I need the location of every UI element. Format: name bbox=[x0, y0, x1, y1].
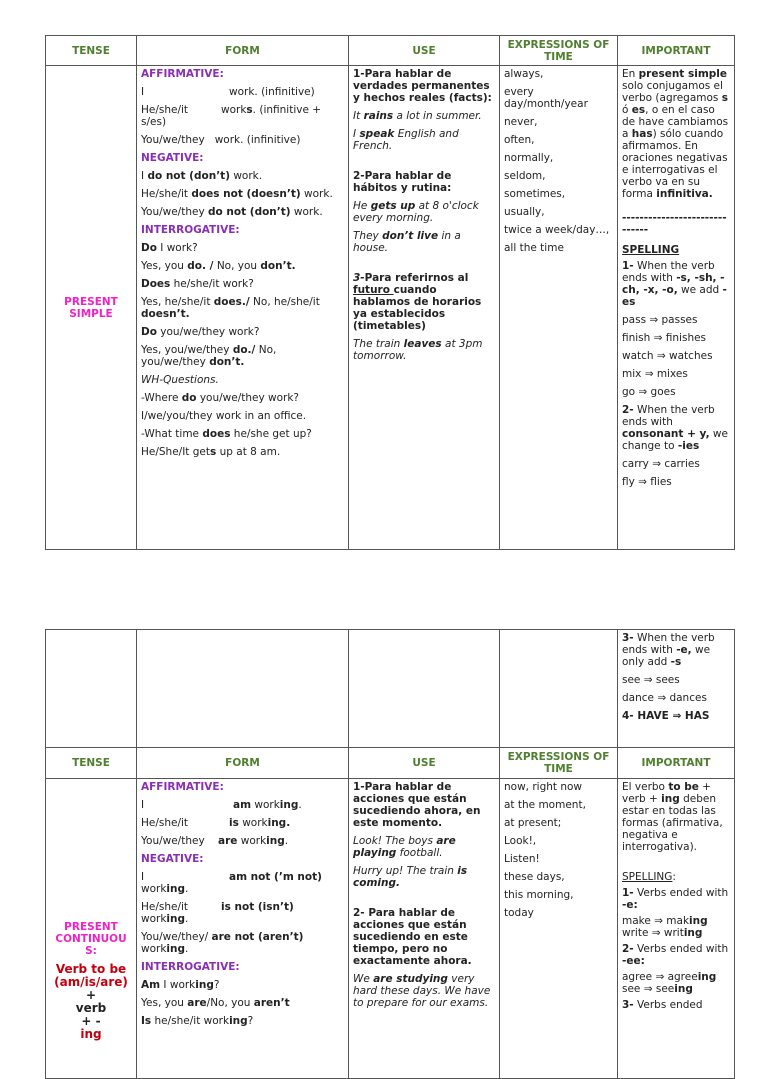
expression-item: at present; bbox=[504, 817, 562, 829]
expression-item: this morning, bbox=[504, 889, 574, 901]
wh-line-2: I/we/you/they work in an office. bbox=[141, 410, 307, 422]
neg-line-1: I do not (don’t) work. bbox=[141, 170, 263, 182]
header-important: IMPORTANT bbox=[618, 36, 735, 66]
expression-item: often, bbox=[504, 134, 535, 146]
int-line-3: Does he/she/it work? bbox=[141, 278, 254, 290]
header-form: FORM bbox=[137, 748, 349, 779]
header-expressions: EXPRESSIONS OF TIME bbox=[500, 748, 618, 779]
negative-label: NEGATIVE: bbox=[141, 853, 204, 865]
use-1-title: 1-Para hablar de acciones que están sucediendo ahora, en este momento. bbox=[353, 781, 481, 829]
present-simple-table bbox=[45, 35, 735, 550]
neg-line-3: You/we/they do not (don’t) work. bbox=[141, 206, 323, 218]
expression-item: normally, bbox=[504, 152, 554, 164]
use-3-title: 3-Para referirnos al futuro cuando hablamos de horarios ya establecidos (timetables) bbox=[353, 272, 482, 332]
spelling-example: make ⇒ making bbox=[622, 915, 708, 927]
empty-cell bbox=[46, 630, 137, 748]
spelling-rule-2: 2- When the verb ends with consonant + y, we change to -ies bbox=[622, 404, 728, 452]
formula-line-2: (am/is/are) bbox=[54, 975, 128, 989]
header-expressions: EXPRESSIONS OF TIME bbox=[500, 36, 618, 66]
use-1-example-1: It rains a lot in summer. bbox=[353, 110, 482, 122]
use-2-title: 2- Para hablar de acciones que están sucediendo en este tiempo, pero no exactamente ahora. bbox=[353, 907, 472, 967]
expression-item: usually, bbox=[504, 206, 545, 218]
formula-line-3: + verb + - bbox=[75, 988, 107, 1028]
spelling-rule-2: 2- Verbs ended with -ee: bbox=[622, 943, 729, 967]
important-note: El verbo to be + verb + ing deben estar en todas las formas (afirmativa, negativa e interrogativa). bbox=[622, 781, 723, 853]
spelling-rule-3: 3- When the verb ends with -e, we only add -s bbox=[622, 632, 715, 668]
spelling-example: pass ⇒ passes bbox=[622, 314, 698, 326]
empty-cell bbox=[500, 630, 618, 748]
header-tense: TENSE bbox=[46, 36, 137, 66]
int-line-2: Yes, you do. / No, you don’t. bbox=[141, 260, 296, 272]
expression-item: Listen! bbox=[504, 853, 540, 865]
expression-item: always, bbox=[504, 68, 544, 80]
tense-present-simple: PRESENT SIMPLE bbox=[46, 66, 137, 550]
spelling-rule-1: 1- Verbs ended with -e: bbox=[622, 887, 729, 911]
aff-line-2: He/she/it works. (infinitive + s/es) bbox=[141, 104, 322, 128]
aff-line-3: You/we/they work. (infinitive) bbox=[141, 134, 301, 146]
int-line-2: Yes, you are/No, you aren’t bbox=[141, 997, 290, 1009]
expression-item: today bbox=[504, 907, 534, 919]
negative-label: NEGATIVE: bbox=[141, 152, 204, 164]
header-row bbox=[46, 36, 735, 66]
expression-item: sometimes, bbox=[504, 188, 566, 200]
int-line-1: Do I work? bbox=[141, 242, 198, 254]
formula-line-1: Verb to be bbox=[55, 962, 127, 976]
expressions-cell bbox=[500, 779, 618, 1079]
use-2-example: We are studying very hard these days. We have to prepare for our exams. bbox=[353, 973, 491, 1009]
empty-cell bbox=[349, 630, 500, 748]
spelling-example: dance ⇒ dances bbox=[622, 692, 707, 704]
form-cell bbox=[137, 779, 349, 1079]
header-form: FORM bbox=[137, 36, 349, 66]
use-1-example-2: Hurry up! The train is coming. bbox=[353, 865, 468, 889]
spelling-example: agree ⇒ agreeing bbox=[622, 971, 717, 983]
wh-questions-label: WH-Questions. bbox=[141, 374, 219, 386]
spelling-example: mix ⇒ mixes bbox=[622, 368, 688, 380]
expression-item: now, right now bbox=[504, 781, 583, 793]
present-continuous-table bbox=[45, 629, 735, 1079]
int-line-6: Yes, you/we/they do./ No, you/we/they don’t. bbox=[141, 344, 277, 368]
expression-item: all the time bbox=[504, 242, 564, 254]
use-2-example-1: He gets up at 8 o'clock every morning. bbox=[353, 200, 479, 224]
spelling-rule-1: 1- When the verb ends with -s, -sh, -ch, -x, -o, we add -es bbox=[622, 260, 727, 308]
continuation-row bbox=[46, 630, 735, 748]
important-continuation-cell bbox=[618, 630, 735, 748]
divider-dashes: ------------------------------ bbox=[622, 212, 727, 236]
aff-line-1: I work. (infinitive) bbox=[141, 86, 315, 98]
header-row bbox=[46, 748, 735, 779]
wh-line-4: He/She/It gets up at 8 am. bbox=[141, 446, 281, 458]
spelling-example: write ⇒ writing bbox=[622, 927, 703, 939]
expression-item: seldom, bbox=[504, 170, 546, 182]
present-simple-row bbox=[46, 66, 735, 550]
important-note: En present simple solo conjugamos el verbo (agregamos s ó es, o en el caso de have cambiamos a has) sólo cuando afirmamos. En oraciones negativas e interrogativas el verbo va en su forma infinitiva. bbox=[622, 68, 729, 200]
affirmative-label: AFFIRMATIVE: bbox=[141, 68, 224, 80]
present-continuous-row bbox=[46, 779, 735, 1079]
expression-item: these days, bbox=[504, 871, 565, 883]
use-2-example-2: They don’t live in a house. bbox=[353, 230, 461, 254]
affirmative-label: AFFIRMATIVE: bbox=[141, 781, 224, 793]
expressions-cell bbox=[500, 66, 618, 550]
expression-item: twice a week/day…, bbox=[504, 224, 610, 236]
expression-item: Look!, bbox=[504, 835, 537, 847]
expression-item: never, bbox=[504, 116, 538, 128]
use-2-title: 2-Para hablar de hábitos y rutina: bbox=[353, 170, 452, 194]
spelling-example: fly ⇒ flies bbox=[622, 476, 672, 488]
empty-cell bbox=[137, 630, 349, 748]
int-line-1: Am I working? bbox=[141, 979, 220, 991]
neg-line-3: You/we/they/ are not (aren’t) working. bbox=[141, 931, 304, 955]
spelling-example: see ⇒ seeing bbox=[622, 983, 693, 995]
spelling-example: finish ⇒ finishes bbox=[622, 332, 707, 344]
use-cell bbox=[349, 66, 500, 550]
neg-line-2: He/she/it does not (doesn’t) work. bbox=[141, 188, 333, 200]
use-3-example: The train leaves at 3pm tomorrow. bbox=[353, 338, 483, 362]
important-cell bbox=[618, 66, 735, 550]
int-line-5: Do you/we/they work? bbox=[141, 326, 260, 338]
spelling-heading: SPELLING bbox=[622, 244, 680, 256]
header-use: USE bbox=[349, 36, 500, 66]
use-1-example-2: I speak English and French. bbox=[353, 128, 459, 152]
spelling-example: carry ⇒ carries bbox=[622, 458, 700, 470]
header-important: IMPORTANT bbox=[618, 748, 735, 779]
spelling-rule-4: 4- HAVE ⇒ HAS bbox=[622, 710, 710, 722]
use-1-title: 1-Para hablar de verdades permanentes y hechos reales (facts): bbox=[353, 68, 492, 104]
header-tense: TENSE bbox=[46, 748, 137, 779]
spelling-heading: SPELLING: bbox=[622, 871, 676, 883]
wh-line-1: -Where do you/we/they work? bbox=[141, 392, 300, 404]
int-line-3: Is he/she/it working? bbox=[141, 1015, 254, 1027]
interrogative-label: INTERROGATIVE: bbox=[141, 224, 240, 236]
tense-present-continuous: PRESENT CONTINUOU S: Verb to be (am/is/are) + verb + - ing bbox=[46, 779, 137, 1079]
spelling-example: go ⇒ goes bbox=[622, 386, 676, 398]
neg-line-1: I am not (’m not) working. bbox=[141, 871, 322, 895]
form-cell bbox=[137, 66, 349, 550]
use-cell bbox=[349, 779, 500, 1079]
spelling-example: see ⇒ sees bbox=[622, 674, 680, 686]
expression-item: at the moment, bbox=[504, 799, 586, 811]
neg-line-2: He/she/it is not (isn’t) working. bbox=[141, 901, 294, 925]
int-line-4: Yes, he/she/it does./ No, he/she/it doesn’t. bbox=[141, 296, 320, 320]
important-cell bbox=[618, 779, 735, 1079]
wh-line-3: -What time does he/she get up? bbox=[141, 428, 312, 440]
header-use: USE bbox=[349, 748, 500, 779]
use-1-example-1: Look! The boys are playing football. bbox=[353, 835, 456, 859]
formula-line-4: ing bbox=[80, 1027, 102, 1041]
aff-line-2: He/she/it is working. bbox=[141, 817, 291, 829]
aff-line-1: I am working. bbox=[141, 799, 302, 811]
spelling-example: watch ⇒ watches bbox=[622, 350, 713, 362]
expression-item: every day/month/year bbox=[504, 86, 588, 110]
aff-line-3: You/we/they are working. bbox=[141, 835, 289, 847]
spelling-rule-3: 3- Verbs ended bbox=[622, 999, 703, 1011]
interrogative-label: INTERROGATIVE: bbox=[141, 961, 240, 973]
